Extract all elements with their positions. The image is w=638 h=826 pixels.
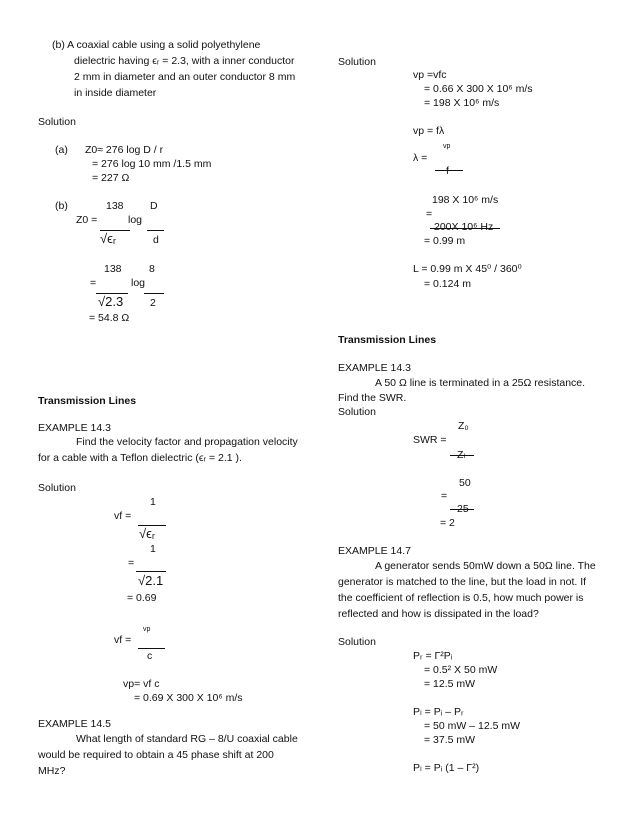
part-b-d: d: [153, 234, 159, 246]
fraction-line: [147, 230, 164, 231]
pr-equation: Pᵣ = Γ²Pᵢ: [413, 650, 453, 662]
fraction-line: [136, 571, 166, 572]
swr-zl: Zₗ: [457, 449, 466, 461]
part-b-eight: 8: [149, 263, 155, 275]
swr-equals: =: [441, 490, 448, 502]
pl-line3: = 37.5 mW: [424, 734, 476, 746]
pl-equation-2: Pₗ = Pᵢ (1 – Γ²): [413, 762, 480, 774]
part-b-sqrt-23: √2.3: [98, 294, 124, 309]
pl-line2: = 50 mW – 12.5 mW: [424, 720, 520, 732]
part-b-label: (b): [55, 200, 68, 212]
swr-fifty: 50: [459, 477, 471, 489]
example-14-3-line1: Find the velocity factor and propagation velocity: [76, 436, 298, 448]
length-result: = 0.124 m: [424, 278, 471, 290]
example-14-3-title: EXAMPLE 14.3: [38, 422, 111, 434]
part-a-line3: = 227 Ω: [92, 172, 130, 184]
vf-label-1: vf =: [114, 510, 132, 522]
length-equation: L = 0.99 m X 45⁰ / 360⁰: [413, 263, 522, 275]
part-b-D: D: [150, 200, 158, 212]
vp-line2: = 0.66 X 300 X 10⁶ m/s: [424, 83, 533, 95]
example-14-7-line4: reflected and how is dissipated in the load?: [338, 608, 539, 620]
part-b-two: 2: [150, 297, 156, 309]
lambda-f: f: [446, 165, 449, 177]
example-14-7-line3: the coefficient of reflection is 0.5, how much power is: [338, 592, 584, 604]
example-14-7-line1: A generator sends 50mW down a 50Ω line. The: [375, 560, 596, 572]
swr-z0: Z₀: [458, 420, 469, 432]
pl-equation: Pₗ = Pᵢ – Pᵣ: [413, 706, 464, 718]
part-b-z0: Z0 =: [76, 214, 98, 226]
vp-equation: vp= vf c: [123, 678, 160, 690]
vf-c: c: [147, 650, 153, 662]
section-heading-transmission-lines: Transmission Lines: [38, 395, 137, 407]
part-a-label: (a): [55, 144, 68, 156]
solution-label: Solution: [38, 116, 76, 128]
problem-b-line4: in inside diameter: [74, 87, 157, 99]
vf-sqrt-21: √2.1: [138, 573, 164, 588]
part-b-equals: =: [90, 277, 97, 289]
vp-f-lambda: vp = fλ: [413, 125, 445, 137]
example-14-3b-title: EXAMPLE 14.3: [338, 362, 411, 374]
lambda-equals-2: =: [426, 208, 433, 220]
lambda-denominator: 200X 10⁶ Hz: [434, 221, 494, 233]
part-a-line1: Z0≈ 276 log D / r: [85, 144, 164, 156]
vf-label-2: vf =: [114, 634, 132, 646]
vp-eq-vfc: vp =vfc: [413, 69, 447, 81]
swr-label: SWR =: [413, 434, 447, 446]
part-b-log-2: log: [131, 277, 146, 289]
fraction-line: [138, 648, 165, 649]
part-b-numerator-1: 138: [106, 200, 124, 212]
lambda-equals: λ =: [413, 152, 428, 164]
fraction-line: [435, 170, 463, 171]
example-14-7-line2: generator is matched to the line, but the load in not. If: [338, 576, 587, 588]
example-14-3-line2: for a cable with a Teflon dielectric (ϵᵣ = 2.1 ).: [38, 452, 242, 464]
example-14-5-line1: What length of standard RG – 8/U coaxial cable: [76, 733, 298, 745]
vp-value: = 0.69 X 300 X 10⁶ m/s: [134, 692, 243, 704]
part-b-numerator-2: 138: [104, 263, 122, 275]
problem-b-line2: dielectric having ϵᵣ = 2.3, with a inner conductor: [74, 55, 295, 67]
swr-result: = 2: [440, 517, 455, 529]
problem-b-line1: (b) A coaxial cable using a solid polyethylene: [52, 39, 261, 51]
example-14-3b-solution: Solution: [338, 406, 376, 418]
part-a-line2: = 276 log 10 mm /1.5 mm: [92, 158, 212, 170]
part-b-sqrt-er: √ϵᵣ: [100, 231, 116, 246]
vf-numerator-2: 1: [150, 543, 156, 555]
lambda-result: = 0.99 m: [424, 235, 466, 247]
vf-sqrt-er: √ϵᵣ: [139, 526, 155, 541]
example-14-5-title: EXAMPLE 14.5: [38, 718, 111, 730]
swr-twentyfive: 25: [457, 503, 469, 515]
vf-equals: =: [128, 557, 135, 569]
example-14-3b-line2: Find the SWR.: [338, 392, 407, 404]
vf-numerator-1: 1: [150, 496, 156, 508]
part-b-log-1: log: [128, 214, 143, 226]
part-b-result: = 54.8 Ω: [89, 312, 130, 324]
vf-result: = 0.69: [127, 592, 157, 604]
example-14-7-title: EXAMPLE 14.7: [338, 545, 411, 557]
lambda-numerator: 198 X 10⁶ m/s: [432, 194, 499, 206]
pr-line3: = 12.5 mW: [424, 678, 476, 690]
pr-line2: = 0.5² X 50 mW: [424, 664, 498, 676]
right-solution-label: Solution: [338, 56, 376, 68]
right-section-heading-transmission-lines: Transmission Lines: [338, 334, 437, 346]
example-14-7-solution: Solution: [338, 636, 376, 648]
example-14-3-solution: Solution: [38, 482, 76, 494]
vf-vp: vp: [143, 626, 151, 633]
fraction-line: [144, 293, 164, 294]
vp-line3: = 198 X 10⁶ m/s: [424, 97, 500, 109]
example-14-3b-line1: A 50 Ω line is terminated in a 25Ω resistance.: [375, 377, 586, 389]
example-14-5-line3: MHz?: [38, 765, 66, 777]
example-14-5-line2: would be required to obtain a 45 phase shift at 200: [38, 749, 274, 761]
problem-b-line3: 2 mm in diameter and an outer conductor 8 mm: [74, 71, 296, 83]
lambda-vp: vp: [443, 143, 451, 150]
